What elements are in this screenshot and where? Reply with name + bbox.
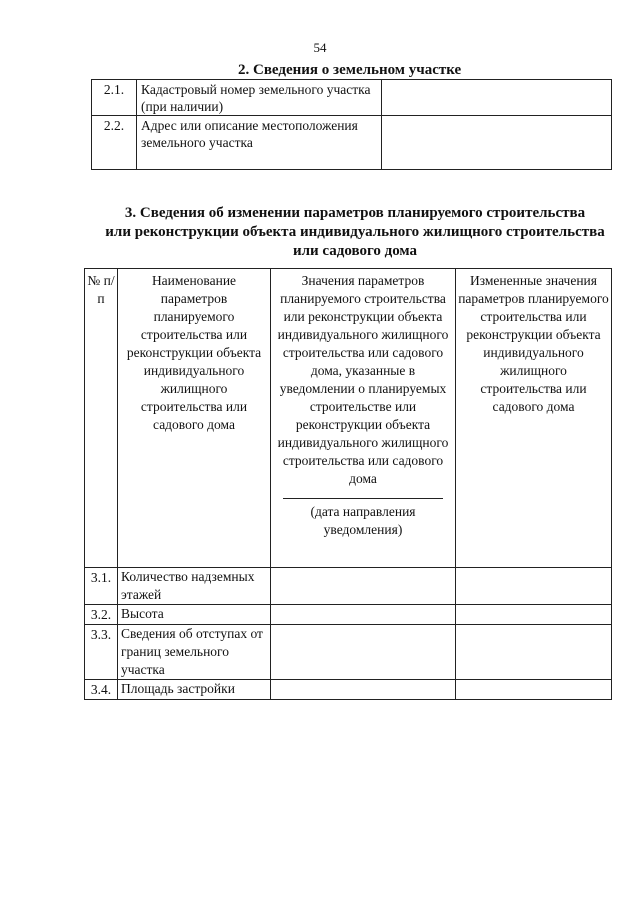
table-row: [85, 680, 612, 700]
table-row: [92, 80, 612, 116]
row-number: 3.1.: [85, 568, 118, 605]
changed-value-cell[interactable]: [456, 625, 612, 680]
value-cell[interactable]: [271, 680, 456, 700]
changed-value-cell[interactable]: [456, 680, 612, 700]
row-label: Количество надземных этажей: [118, 568, 271, 605]
value-cell[interactable]: [382, 116, 612, 170]
header-date-note: (дата направления уведомления): [310, 504, 416, 537]
section-3-title: [90, 204, 620, 261]
table-row: [92, 116, 612, 170]
changed-value-cell[interactable]: [456, 605, 612, 625]
row-label: Сведения об отступах от границ земельного участка: [118, 625, 271, 680]
section-2-title: 2. Сведения о земельном участке: [238, 62, 462, 78]
header-row: [85, 269, 612, 568]
row-number: 3.3.: [85, 625, 118, 680]
parameters-table: [84, 268, 612, 700]
value-cell[interactable]: [382, 80, 612, 116]
row-number: 2.1.: [92, 80, 137, 116]
table-row: [85, 605, 612, 625]
value-cell[interactable]: [271, 625, 456, 680]
header-changed: Измененные значения параметров планируемого строительства или реконструкции объекта индивидуального жилищного строительства или садового дома: [456, 269, 612, 568]
date-signature-line: [283, 498, 443, 499]
header-values: [271, 269, 456, 568]
row-label: Адрес или описание местоположения земельного участка: [137, 116, 382, 170]
table-row: [85, 568, 612, 605]
value-cell[interactable]: [271, 568, 456, 605]
land-plot-table: [91, 79, 612, 170]
header-name: Наименование параметров планируемого строительства или реконструкции объекта индивидуального жилищного строительства или садового дома: [118, 269, 271, 568]
row-label: Площадь застройки: [118, 680, 271, 700]
changed-value-cell[interactable]: [456, 568, 612, 605]
page-number: 54: [313, 40, 327, 55]
header-num: № п/п: [85, 269, 118, 568]
section-3-title-line-3: или садового дома: [292, 243, 418, 259]
value-cell[interactable]: [271, 605, 456, 625]
header-values-text: Значения параметров планируемого строительства или реконструкции объекта индивидуального жилищного строительства или садового дома, указанные в уведомлении о планируемых строительстве или реконструкции объекта индивидуального жилищного строительства или садового дома: [277, 273, 449, 486]
section-3-title-line-2: или реконструкции объекта индивидуального жилищного строительства: [105, 224, 605, 240]
table-row: [85, 625, 612, 680]
section-3-title-line-1: 3. Сведения об изменении параметров планируемого строительства: [124, 205, 586, 221]
row-label: Высота: [118, 605, 271, 625]
row-number: 2.2.: [92, 116, 137, 170]
row-label: Кадастровый номер земельного участка (при наличии): [137, 80, 382, 116]
row-number: 3.4.: [85, 680, 118, 700]
row-number: 3.2.: [85, 605, 118, 625]
